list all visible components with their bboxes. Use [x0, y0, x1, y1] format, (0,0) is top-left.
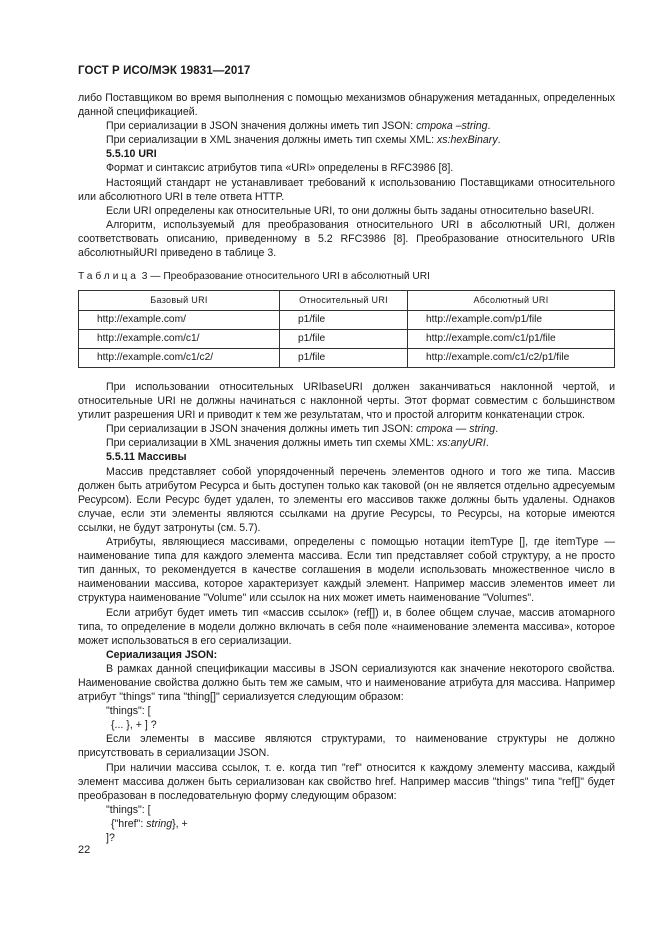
- paragraph: [78, 606, 615, 648]
- table-caption-number: 3: [141, 271, 148, 282]
- table-caption: [78, 270, 430, 284]
- paragraph-text: "things": [: [106, 803, 151, 816]
- section-heading: [78, 648, 615, 662]
- paragraph-text: Если элементы в массиве являются структурами, то наименование структуры не должно присутствовать в сериализации JSON.: [78, 733, 615, 760]
- paragraph-text: Сериализация JSON:: [106, 648, 218, 661]
- paragraph-text: При сериализации в JSON значения должны иметь тип JSON:: [106, 120, 417, 133]
- code-line: [78, 803, 615, 817]
- paragraph-text: При сериализации в JSON значения должны иметь тип JSON:: [106, 423, 417, 436]
- code-line: [78, 718, 615, 732]
- paragraph: [78, 535, 615, 605]
- paragraph: [78, 133, 615, 147]
- table-cell: p1/file: [280, 330, 408, 349]
- paragraph-text-end: .: [497, 134, 501, 147]
- document-header: ГОСТ Р ИСО/МЭК 19831—2017: [78, 65, 251, 77]
- section-heading: [78, 147, 615, 161]
- code-line: [78, 817, 615, 831]
- paragraph-text: Настоящий стандарт не устанавливает требований к использованию Поставщиками относительного или абсолютного URI в теле ответа HTTP.: [78, 176, 615, 203]
- text-block-uri: [78, 91, 615, 260]
- table-row: [79, 311, 615, 330]
- table-row: [79, 349, 615, 368]
- paragraph-text: 5.5.10 URI: [106, 148, 157, 161]
- table-cell: p1/file: [280, 349, 408, 368]
- table-row: [79, 330, 615, 349]
- paragraph-text: Алгоритм, используемый для преобразования относительного URI в абсолютный URI, должен соответствовать описанию, приведенному в 5.2 RFC3986 [8]. Преобразование относительного URIв абсолютныйURI приведено в таблице 3.: [78, 218, 615, 260]
- paragraph-text: В рамках данной спецификации массивы в JSON сериализуются как значение некоторого свойства. Наименование свойства должно быть тем же самым, что и наименование атрибута для массива. Например атрибут "things" типа "thing[]" сериализуется следующим образом:: [78, 662, 615, 704]
- paragraph-text: Атрибуты, являющиеся массивами, определены с помощью нотации itemType [], где itemType — наименование типа для каждого элемента массива. Если тип представляет собой структуру, а не просто тип данных, то рекомендуется в качестве соглашения в модели использовать множественное число в наименовании массива, которое характеризует каждый элемент. Например массив элементов имеет ли структура наименование "Volume" или ссылок на них может иметь наименование "Volumes".: [78, 536, 615, 605]
- paragraph-text: При сериализации в XML значения должны иметь тип схемы XML:: [106, 437, 437, 450]
- paragraph: [78, 662, 615, 704]
- paragraph: [78, 465, 615, 535]
- paragraph-text: Если URI определены как относительные URI, то они должны быть заданы относительно baseURI.: [106, 204, 595, 217]
- table-cell: http://example.com/p1/file: [408, 311, 615, 330]
- paragraph-text-end: .: [487, 120, 491, 133]
- code-line: [78, 831, 615, 845]
- uri-conversion-table: [78, 290, 615, 368]
- section-heading: [78, 450, 615, 464]
- table-cell: http://example.com/c1/p1/file: [408, 330, 615, 349]
- paragraph-text-end: .: [495, 423, 499, 436]
- italic-term: строка — string: [416, 423, 496, 436]
- paragraph-text: либо Поставщиком во время выполнения с помощью механизмов обнаружения метаданных, определенных данной спецификацией.: [78, 92, 615, 119]
- paragraph: [78, 380, 615, 422]
- paragraph-text: ]?: [106, 832, 115, 844]
- paragraph: [78, 436, 615, 450]
- code-line: [78, 704, 615, 718]
- paragraph-text: 5.5.11 Массивы: [106, 451, 187, 464]
- paragraph: [78, 176, 615, 204]
- paragraph-text-end: .: [485, 437, 489, 450]
- paragraph: [78, 119, 615, 133]
- table-header-cell: Базовый URI: [79, 291, 280, 311]
- paragraph: [78, 218, 615, 260]
- paragraph: [78, 204, 615, 218]
- paragraph-text: "things": [: [106, 705, 151, 718]
- italic-term: строка –string: [416, 120, 488, 133]
- italic-term: xs:hexBinary: [436, 134, 498, 147]
- paragraph: [78, 761, 615, 803]
- table-caption-text: — Преобразование относительного URI в абсолютный URI: [147, 271, 430, 282]
- paragraph-text-end: }, +: [172, 817, 188, 830]
- page-number: 22: [78, 844, 91, 856]
- paragraph: [78, 732, 615, 760]
- paragraph-text: Формат и синтаксис атрибутов типа «URI» определены в RFC3986 [8].: [106, 162, 454, 175]
- table-caption-label: Таблица: [78, 271, 139, 282]
- paragraph-text: При использовании относительных URIbaseURI должен заканчиваться наклонной чертой, и относительные URI не должны начинаться с наклонной черты. Этот формат совместим с большинством утилит разрешения URI и приводит к тем же результатам, что и простой алгоритм конкатенации строк.: [78, 381, 615, 422]
- table-cell: p1/file: [280, 311, 408, 330]
- table-header-cell: Абсолютный URI: [408, 291, 615, 311]
- text-block-arrays: [78, 380, 615, 845]
- table-cell: http://example.com/c1/: [79, 330, 280, 349]
- table-header-row: [79, 291, 615, 311]
- italic-term: string: [146, 817, 173, 830]
- table-cell: http://example.com/c1/c2/: [79, 349, 280, 368]
- paragraph: [78, 422, 615, 436]
- table-cell: http://example.com/: [79, 311, 280, 330]
- table-header-cell: Относительный URI: [280, 291, 408, 311]
- table-cell: http://example.com/c1/c2/p1/file: [408, 349, 615, 368]
- paragraph-text: {"href":: [111, 817, 147, 830]
- paragraph-text: При наличии массива ссылок, т. е. когда тип "ref" относится к каждому элементу массива, каждый элемент массива должен быть сериализован как свойство href. Например массив "things" типа "ref[]" будет преобразован в последовательную форму следующим образом:: [78, 761, 615, 802]
- paragraph-text: {... }, + ] ?: [111, 719, 157, 732]
- paragraph: [78, 161, 615, 175]
- paragraph-text: При сериализации в XML значения должны иметь тип схемы XML:: [106, 134, 437, 147]
- italic-term: xs:anyURI: [436, 437, 486, 450]
- paragraph: [78, 91, 615, 119]
- paragraph-text: Если атрибут будет иметь тип «массив ссылок» (ref[]) и, в более общем случае, массив атомарного типа, то определение в модели должно включать в себя поле «наименование элемента массива», которое может использоваться в его сериализации.: [78, 606, 615, 647]
- paragraph-text: Массив представляет собой упорядоченный перечень элементов одного и того же типа. Массив должен быть атрибутом Ресурса и быть доступен только как таковой (он не является отдельно адресуемым Ресурсом). Если Ресурс будет удален, то элементы его массивов также должны быть удалены. Однаков случае, если эти элементы являются ссылками на другие Ресурсы, то Ресурсы, на которые имеются ссылки, не будут затронуты (см. 5.7).: [78, 465, 615, 534]
